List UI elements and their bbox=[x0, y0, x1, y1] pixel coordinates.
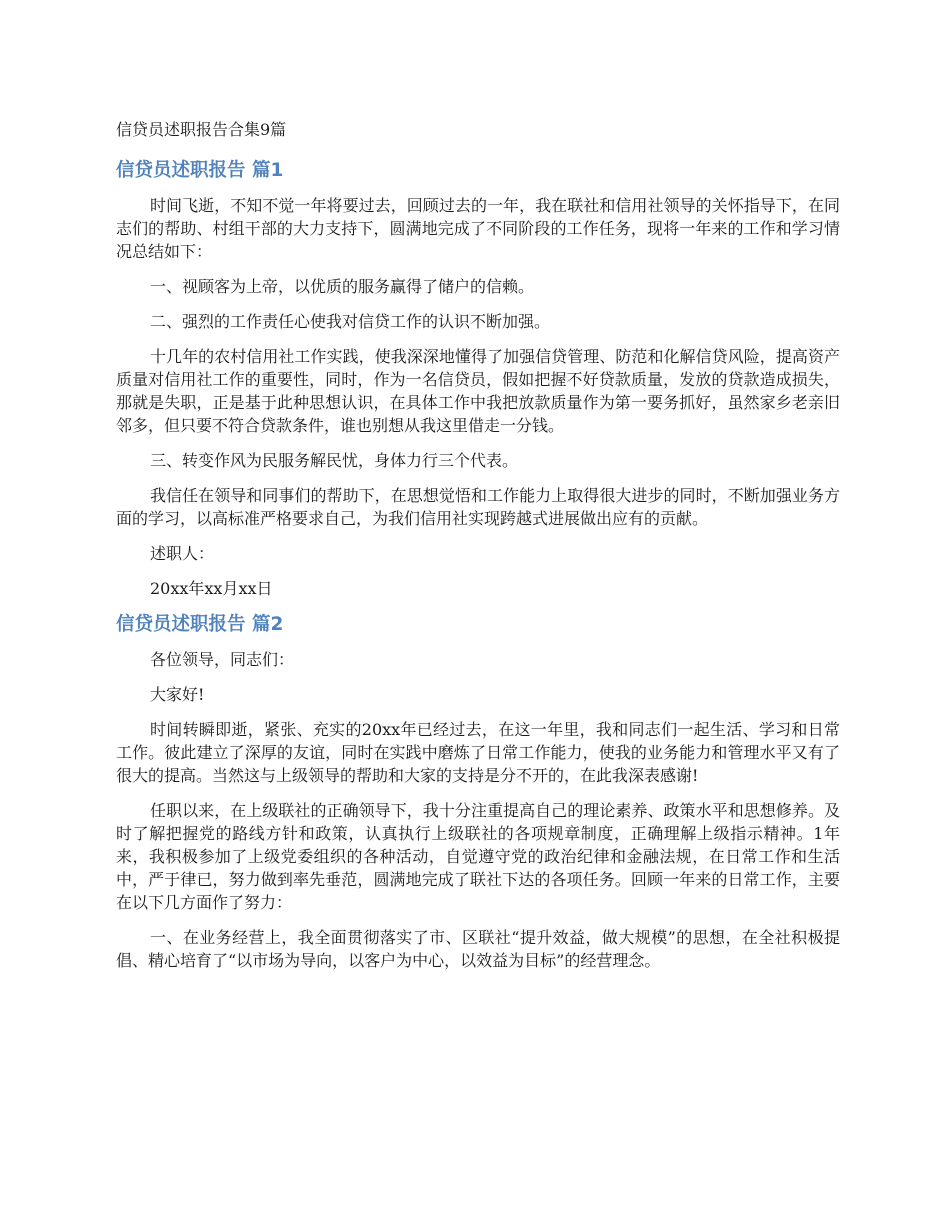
paragraph: 十几年的农村信用社工作实践，使我深深地懂得了加强信贷管理、防范和化解信贷风险，提高资产质量对信用社工作的重要性，同时，作为一名信贷员，假如把握不好贷款质量，发放的贷款造成损失，那就是失职，正是基于此种思想认识，在具体工作中我把放款质量作为第一要务抓好，虽然家乡老亲旧邻多，但只要不符合贷款条件，谁也别想从我这里借走一分钱。 bbox=[116, 347, 840, 435]
signature-label: 述职人： bbox=[150, 544, 215, 563]
section-heading: 信贷员述职报告 篇2 bbox=[116, 614, 284, 635]
report-section-1 bbox=[116, 158, 840, 600]
signature-date: 20xx年xx月xx日 bbox=[150, 579, 273, 598]
paragraph: 三、转变作风为民服务解民忧，身体力行三个代表。 bbox=[150, 451, 519, 470]
paragraph: 我信任在领导和同事们的帮助下，在思想觉悟和工作能力上取得很大进步的同时，不断加强业务方面的学习，以高标准严格要求自己，为我们信用社实现跨越式进展做出应有的贡献。 bbox=[116, 486, 840, 528]
document-title: 信贷员述职报告合集9篇 bbox=[116, 120, 287, 139]
paragraph: 时间转瞬即逝，紧张、充实的20xx年已经过去，在这一年里，我和同志们一起生活、学习和日常工作。彼此建立了深厚的友谊，同时在实践中磨炼了日常工作能力，使我的业务能力和管理水平又有了很大的提高。当然这与上级领导的帮助和大家的支持是分不开的，在此我深表感谢! bbox=[116, 720, 840, 785]
paragraph: 时间飞逝，不知不觉一年将要过去，回顾过去的一年，我在联社和信用社领导的关怀指导下，在同志们的帮助、村组干部的大力支持下，圆满地完成了不同阶段的工作任务，现将一年来的工作和学习情况总结如下： bbox=[116, 196, 840, 261]
paragraph: 一、在业务经营上，我全面贯彻落实了市、区联社“提升效益，做大规模”的思想，在全社积极提倡、精心培育了“以市场为导向，以客户为中心，以效益为目标”的经营理念。 bbox=[116, 928, 840, 970]
paragraph: 二、强烈的工作责任心使我对信贷工作的认识不断加强。 bbox=[150, 312, 551, 331]
report-section-2 bbox=[116, 612, 840, 972]
salutation: 各位领导，同志们： bbox=[150, 650, 295, 669]
section-heading: 信贷员述职报告 篇1 bbox=[116, 160, 284, 181]
paragraph: 任职以来，在上级联社的正确领导下，我十分注重提高自己的理论素养、政策水平和思想修养。及时了解把握党的路线方针和政策，认真执行上级联社的各项规章制度，正确理解上级指示精神。1年来，我积极参加了上级党委组织的各种活动，自觉遵守党的政治纪律和金融法规，在日常工作和生活中，严于律已，努力做到率先垂范，圆满地完成了联社下达的各项任务。回顾一年来的日常工作，主要在以下几方面作了努力： bbox=[116, 801, 840, 912]
greeting: 大家好! bbox=[150, 685, 205, 704]
document-page bbox=[116, 118, 840, 984]
paragraph: 一、视顾客为上帝，以优质的服务赢得了储户的信赖。 bbox=[150, 277, 535, 296]
